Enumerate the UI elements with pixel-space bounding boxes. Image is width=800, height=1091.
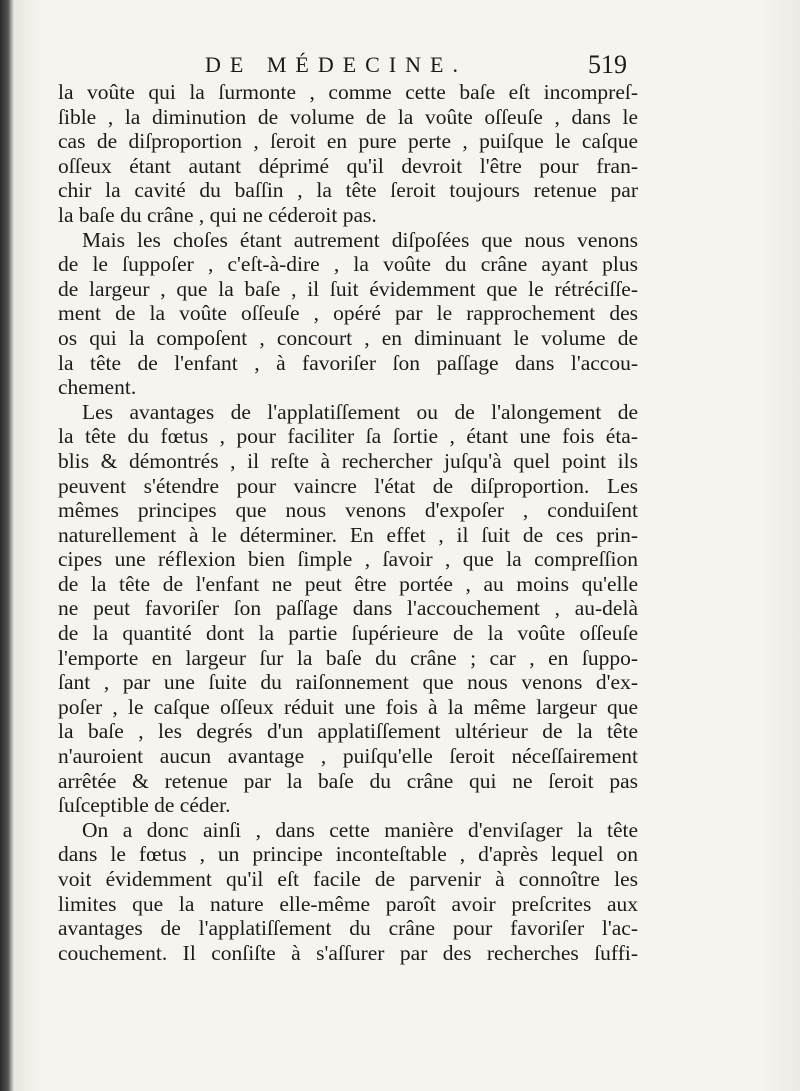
- text-line: chir la cavité du baſſin , la tête ſeroit toujours retenue par: [58, 178, 638, 203]
- text-line: arrêtée & retenue par la baſe du crâne qui ne ſeroit pas: [58, 768, 638, 793]
- text-line: ne peut favoriſer ſon paſſage dans l'accouchement , au-delà: [58, 596, 638, 621]
- text-line: ment de la voûte oſſeuſe , opéré par le rapprochement des: [58, 301, 638, 326]
- text-line: ſant , par une ſuite du raiſonnement que nous venons d'ex-: [58, 670, 638, 695]
- text-line: Mais les choſes étant autrement diſpoſées que nous venons: [82, 227, 638, 252]
- text-line: poſer , le caſque oſſeux réduit une fois à la même largeur que: [58, 694, 638, 719]
- text-line: avantages de l'applatiſſement du crâne pour favoriſer l'ac-: [58, 916, 638, 941]
- text-line: blis & démontrés , il reſte à rechercher juſqu'à quel point ils: [58, 448, 638, 473]
- text-line: cipes une réflexion bien ſimple , ſavoir , que la compreſſion: [58, 547, 638, 572]
- text-line: la tête de l'enfant , à favoriſer ſon paſſage dans l'accou-: [58, 350, 638, 375]
- text-line: voit évidemment qu'il eſt facile de parvenir à connoître les: [58, 867, 638, 891]
- text-line: dans le fœtus , un principe inconteſtable , d'après lequel on: [58, 842, 638, 867]
- text-line: la baſe , les degrés d'un applatiſſement ultérieur de la tête: [58, 719, 638, 744]
- text-line: de la tête de l'enfant ne peut être portée , au moins qu'elle: [58, 571, 638, 596]
- text-line: oſſeux étant autant déprimé qu'il devroit l'être pour fran-: [58, 153, 638, 178]
- text-line: couchement. Il conſiſte à s'aſſurer par des recherches ſuffi-: [58, 940, 638, 965]
- text-line: la baſe du crâne , qui ne céderoit pas.: [58, 202, 377, 227]
- text-line: naturellement à le déterminer. En effet , il ſuit de ces prin-: [58, 522, 638, 547]
- text-line: ſible , la diminution de volume de la voûte oſſeuſe , dans le: [58, 104, 638, 129]
- text-line: la tête du fœtus , pour faciliter ſa ſortie , étant une fois éta-: [58, 424, 638, 449]
- text-line: n'auroient aucun avantage , puiſqu'elle ſeroit néceſſairement: [58, 744, 638, 769]
- text-line: chement.: [58, 375, 137, 400]
- text-line: de largeur , que la baſe , il ſuit évidemment que le rétréciſſe-: [58, 276, 638, 301]
- text-line: la voûte qui la ſurmonte , comme cette baſe eſt incompreſ-: [58, 80, 638, 104]
- text-line: de la quantité dont la partie ſupérieure de la voûte oſſeuſe: [58, 621, 638, 646]
- running-head: DE MÉDECINE.: [205, 52, 467, 77]
- text-line: ſuſceptible de céder.: [58, 793, 231, 818]
- page-header: [205, 52, 635, 78]
- page-number: 519: [588, 50, 627, 79]
- text-line: cas de diſproportion , ſeroit en pure perte , puiſque le caſque: [58, 129, 638, 154]
- text-line: de le ſuppoſer , c'eſt-à-dire , la voûte du crâne ayant plus: [58, 252, 638, 277]
- text-line: On a donc ainſi , dans cette manière d'enviſager la tête: [82, 817, 638, 842]
- body-text: [58, 80, 638, 965]
- text-line: limites que la nature elle-même paroît avoir preſcrites aux: [58, 891, 638, 916]
- text-line: os qui la compoſent , concourt , en diminuant le volume de: [58, 325, 638, 350]
- text-line: Les avantages de l'applatiſſement ou de l'alongement de: [82, 399, 638, 424]
- text-line: mêmes principes que nous venons d'expoſer , conduiſent: [58, 498, 638, 523]
- text-line: l'emporte en largeur ſur la baſe du crâne ; car , en ſuppo-: [58, 645, 638, 670]
- text-line: peuvent s'étendre pour vaincre l'état de diſproportion. Les: [58, 473, 638, 498]
